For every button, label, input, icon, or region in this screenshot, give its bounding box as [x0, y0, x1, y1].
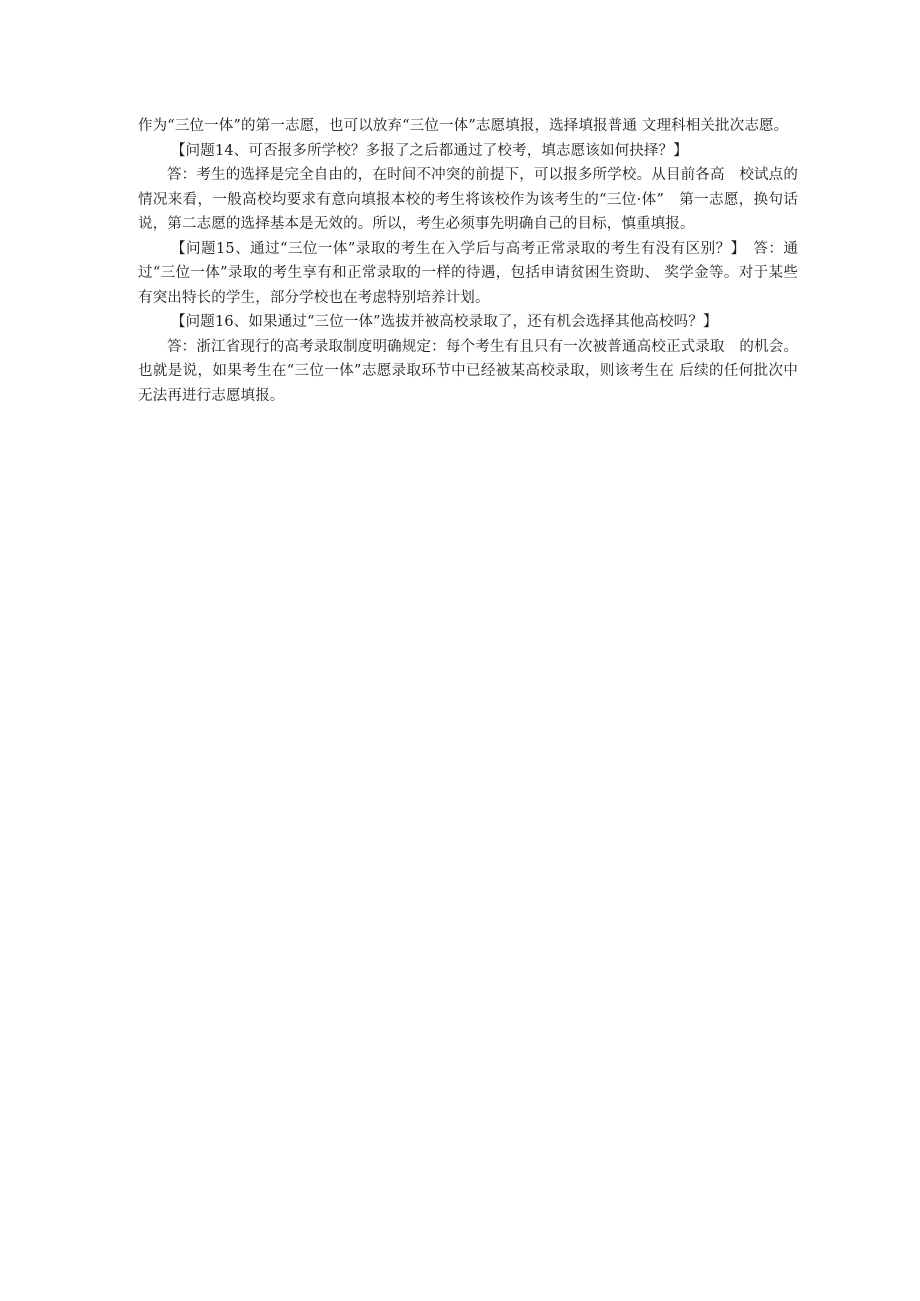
- paragraph-continuation: 作为“三位一体”的第一志愿，也可以放弃“三位一体”志愿填报，选择填报普通 文理科相关批次志愿。: [138, 118, 789, 134]
- paragraph-answer-16: 答：浙江省现行的高考录取制度明确规定：每个考生有且只有一次被普通高校正式录取 的机会。也就是说，如果考生在“三位一体”志愿录取环节中已经被某高校录取，则该考生在 后续的任何批次中无法再进行志愿填报。: [138, 338, 798, 404]
- paragraph-question-14: 【问题14、可否报多所学校？多报了之后都通过了校考，填志愿该如何抉择？】: [171, 142, 688, 159]
- document-body: [138, 114, 798, 408]
- paragraph-question-16: 【问题16、如果通过“三位一体”选拔并被高校录取了，还有机会选择其他高校吗？】: [171, 314, 718, 330]
- paragraph-answer-14: 答：考生的选择是完全自由的，在时间不冲突的前提下，可以报多所学校。从目前各高 校试点的情况来看，一般高校均要求有意向填报本校的考生将该校作为该考生的“三位·体” 第一志愿，换句话说，第二志愿的选择基本是无效的。所以，考生必须事先明确自己的目标，慎重填报。: [138, 167, 798, 232]
- paragraph-question-15: 【问题15、通过“三位一体”录取的考生在入学后与高考正常录取的考生有没有区别？】 答：通过“三位一体”录取的考生享有和正常录取的一样的待遇，包括申请贫困生资助、 奖学金等。对于某些有突出特长的学生，部分学校也在考虑特别培养计划。: [138, 240, 798, 306]
